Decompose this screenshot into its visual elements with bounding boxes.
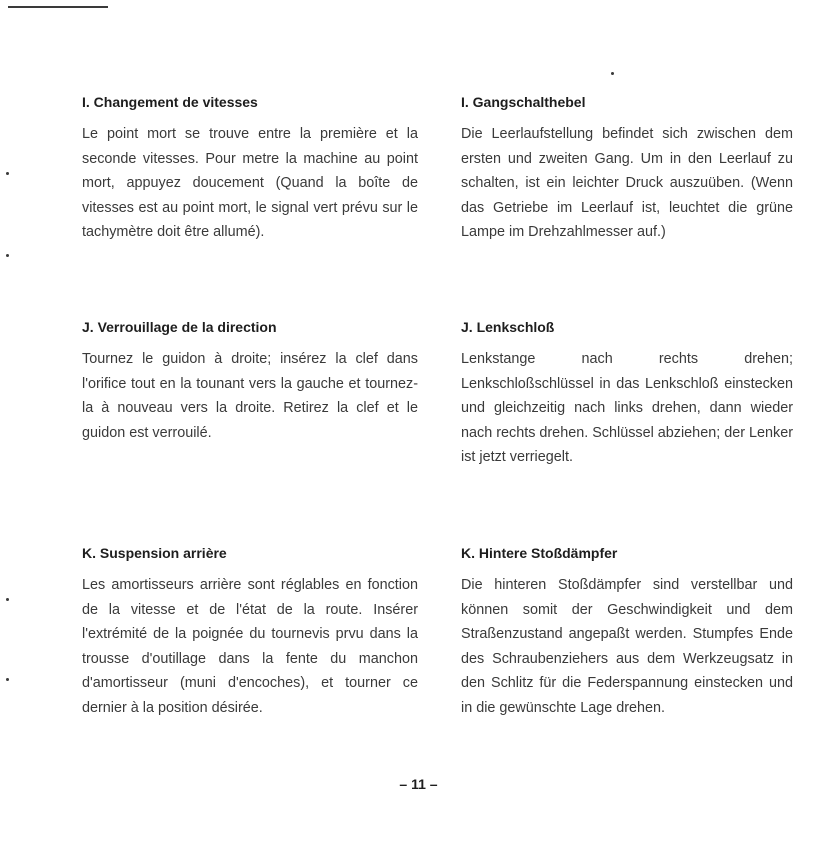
scan-speck	[6, 254, 9, 257]
scan-speck	[6, 598, 9, 601]
section-body: Les amortisseurs arrière sont réglables en fonction de la vitesse et de l'état de la route. Insérer l'extrémité de la poignée du tournevis prvu dans la trousse d'outillage dans la fente du manchon d'amortisseur (muni d'encoches), et tourner ce dernier à la position désirée.	[82, 577, 418, 716]
section-body: Die hinteren Stoßdämpfer sind verstellbar und können somit der Geschwindigkeit und dem Straßenzustand angepaßt werden. Stumpfes Ende des Schraubenziehers aus dem Werkzeugsatz in den Schlitz für die Federspannung einstecken und in die gewünschte Lage drehen.	[461, 577, 793, 716]
section-fr-rear-suspension	[82, 545, 418, 721]
section-body: Die Leerlaufstellung befindet sich zwischen dem ersten und zweiten Gang. Um in den Leerlauf zu schalten, ist ein leichter Druck auszuüben. (Wenn das Getriebe im Leerlauf ist, leuchtet die grüne Lampe im Drehzahlmesser auf.)	[461, 126, 793, 241]
section-heading: J. Verrouillage de la direction	[82, 319, 277, 335]
section-body: Lenkstange nach rechts drehen; Lenkschloßschlüssel in das Lenkschloß einstecken und gleichzeitig nach links drehen, dann wieder nach rechts drehen. Schlüssel abziehen; der Lenker ist jetzt verriegelt.	[461, 351, 793, 466]
scan-speck	[6, 172, 9, 175]
scan-speck	[6, 678, 9, 681]
section-heading: K. Suspension arrière	[82, 545, 227, 561]
page-number: – 11 –	[399, 776, 438, 792]
section-heading: K. Hintere Stoßdämpfer	[461, 545, 618, 561]
section-fr-steering-lock	[82, 319, 418, 445]
section-fr-gear-shift	[82, 94, 418, 245]
section-de-rear-suspension	[461, 545, 793, 721]
section-body: Tournez le guidon à droite; insérez la clef dans l'orifice tout en la tounant vers la gauche et tournez-la à nouveau vers la droite. Retirez la clef et le guidon est verrouilé.	[82, 351, 418, 441]
scan-speck	[611, 72, 614, 75]
section-heading: I. Gangschalthebel	[461, 94, 586, 110]
section-heading: I. Changement de vitesses	[82, 94, 258, 110]
section-heading: J. Lenkschloß	[461, 319, 555, 335]
section-body: Le point mort se trouve entre la première et la seconde vitesses. Pour metre la machine au point mort, appuyez doucement (Quand la boîte de vitesses est au point mort, le signal vert prévu sur le tachymètre doit être allumé).	[82, 126, 418, 241]
section-de-steering-lock	[461, 319, 793, 470]
scan-mark-line	[8, 6, 108, 8]
section-de-gear-shift	[461, 94, 793, 245]
